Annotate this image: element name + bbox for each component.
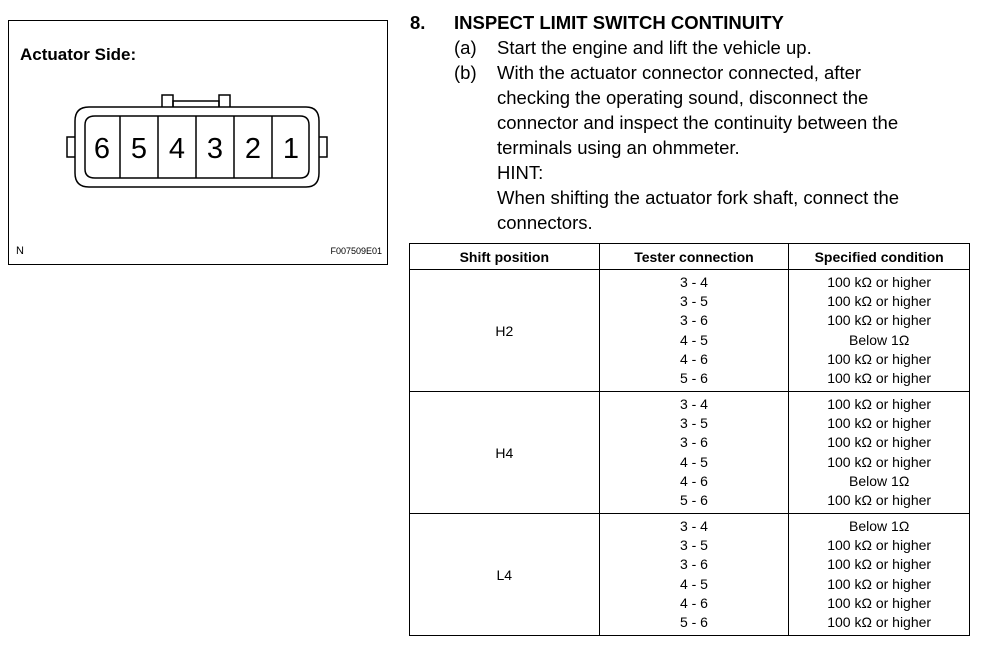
connector-figure bbox=[8, 20, 388, 265]
pin-label: 1 bbox=[282, 133, 300, 165]
step-number: 8. bbox=[410, 12, 426, 33]
substep-b-line: terminals using an ohmmeter. bbox=[497, 137, 740, 158]
condition-value: 100 kΩ or higher bbox=[827, 453, 932, 470]
header-shift-position: Shift position bbox=[410, 244, 600, 270]
connection-value: 3 - 5 bbox=[679, 293, 708, 310]
specified-condition-cell bbox=[789, 270, 970, 392]
connection-value: 4 - 5 bbox=[679, 575, 708, 592]
connection-value: 3 - 5 bbox=[679, 415, 708, 432]
substep-b-line: With the actuator connector connected, after bbox=[497, 62, 862, 83]
connection-value: 4 - 5 bbox=[679, 453, 708, 470]
pin-label: 6 bbox=[93, 133, 111, 165]
connection-value: 4 - 6 bbox=[679, 472, 708, 489]
table-row bbox=[410, 270, 970, 392]
table-row bbox=[410, 514, 970, 636]
condition-value: 100 kΩ or higher bbox=[827, 594, 932, 611]
substep-b-text bbox=[497, 60, 967, 235]
condition-value: Below 1Ω bbox=[849, 331, 910, 348]
hint-label: HINT: bbox=[497, 162, 544, 183]
figure-corner-letter: N bbox=[16, 245, 24, 257]
specified-condition-cell bbox=[789, 514, 970, 636]
substep-b-label: (b) bbox=[454, 62, 477, 83]
shift-position-cell: H2 bbox=[410, 270, 600, 392]
connection-value: 3 - 6 bbox=[679, 434, 708, 451]
pin-label: 5 bbox=[130, 133, 148, 165]
condition-value: 100 kΩ or higher bbox=[827, 613, 932, 630]
table-header-row bbox=[410, 244, 970, 270]
tester-connection-cell bbox=[599, 514, 789, 636]
step-title: INSPECT LIMIT SWITCH CONTINUITY bbox=[454, 12, 784, 33]
pin-label: 2 bbox=[244, 133, 262, 165]
condition-value: 100 kΩ or higher bbox=[827, 312, 932, 329]
connection-value: 4 - 5 bbox=[679, 331, 708, 348]
tester-connection-cell bbox=[599, 270, 789, 392]
condition-value: 100 kΩ or higher bbox=[827, 293, 932, 310]
condition-value: 100 kΩ or higher bbox=[827, 537, 932, 554]
substep-b-line: connector and inspect the continuity between the bbox=[497, 112, 899, 133]
header-specified-condition: Specified condition bbox=[789, 244, 970, 270]
specified-condition-cell bbox=[789, 392, 970, 514]
connection-value: 3 - 5 bbox=[679, 537, 708, 554]
condition-value: Below 1Ω bbox=[849, 517, 910, 534]
figure-title: Actuator Side: bbox=[20, 45, 137, 64]
connection-value: 4 - 6 bbox=[679, 594, 708, 611]
substep-a-text: Start the engine and lift the vehicle up. bbox=[497, 37, 812, 58]
condition-value: 100 kΩ or higher bbox=[827, 350, 932, 367]
connection-value: 5 - 6 bbox=[679, 491, 708, 508]
connection-value: 3 - 4 bbox=[679, 273, 708, 290]
substep-b-line: checking the operating sound, disconnect the bbox=[497, 87, 869, 108]
condition-value: 100 kΩ or higher bbox=[827, 556, 932, 573]
connection-value: 3 - 4 bbox=[679, 517, 708, 534]
condition-value: 100 kΩ or higher bbox=[827, 434, 932, 451]
header-tester-connection: Tester connection bbox=[599, 244, 789, 270]
hint-text-line: When shifting the actuator fork shaft, connect the bbox=[497, 187, 900, 208]
condition-value: 100 kΩ or higher bbox=[827, 395, 932, 412]
connection-value: 3 - 6 bbox=[679, 556, 708, 573]
connection-value: 3 - 4 bbox=[679, 395, 708, 412]
connection-value: 4 - 6 bbox=[679, 350, 708, 367]
condition-value: 100 kΩ or higher bbox=[827, 415, 932, 432]
condition-value: 100 kΩ or higher bbox=[827, 491, 932, 508]
pin-label: 4 bbox=[168, 133, 186, 165]
condition-value: Below 1Ω bbox=[849, 472, 910, 489]
pin-label: 3 bbox=[206, 133, 224, 165]
shift-position-cell: H4 bbox=[410, 392, 600, 514]
substep-a-label: (a) bbox=[454, 37, 477, 58]
condition-value: 100 kΩ or higher bbox=[827, 575, 932, 592]
figure-code: F007509E01 bbox=[330, 246, 382, 256]
hint-text-line: connectors. bbox=[497, 212, 593, 233]
shift-position-cell: L4 bbox=[410, 514, 600, 636]
condition-value: 100 kΩ or higher bbox=[827, 369, 932, 386]
tester-connection-cell bbox=[599, 392, 789, 514]
condition-value: 100 kΩ or higher bbox=[827, 273, 932, 290]
connection-value: 5 - 6 bbox=[679, 369, 708, 386]
connector-diagram bbox=[9, 21, 389, 241]
spec-table bbox=[409, 243, 970, 636]
table-row bbox=[410, 392, 970, 514]
connection-value: 3 - 6 bbox=[679, 312, 708, 329]
connection-value: 5 - 6 bbox=[679, 613, 708, 630]
